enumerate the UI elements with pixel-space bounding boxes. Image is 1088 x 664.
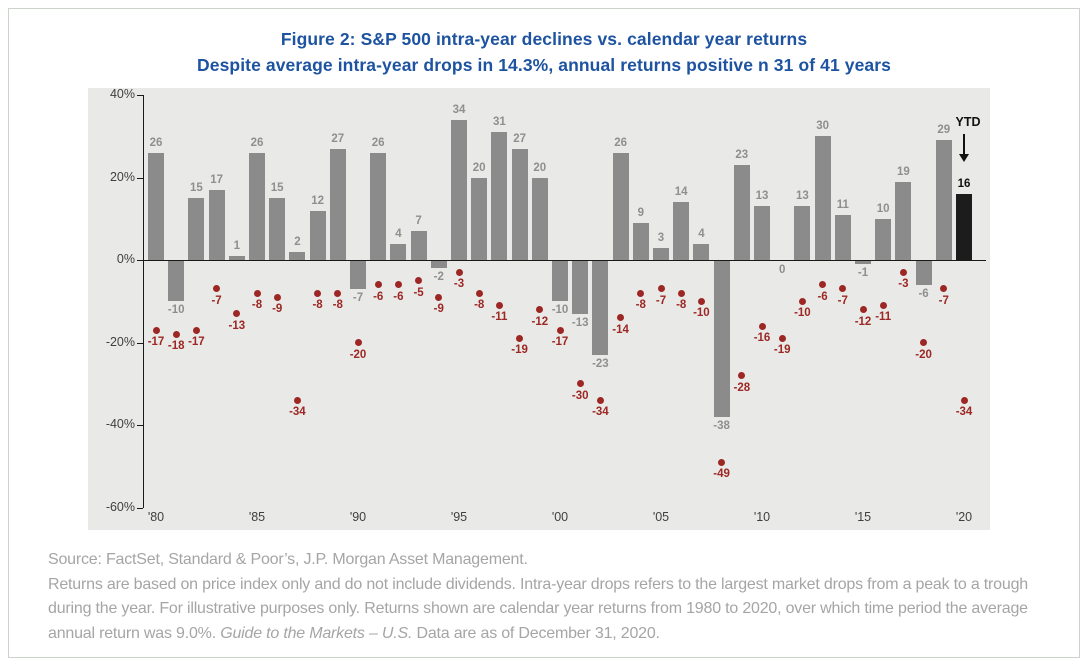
disclosure-text-1: Returns are based on price index only and do not include dividends. Intra-year drops refers to the largest market drops from a peak to a trough during the year. For illustrative purposes only. Returns shown are calendar year returns from 1980 to 2020, over which time period the average annual return was 9.0%. [48,575,1028,642]
disclosure-text-2: Data are as of December 31, 2020. [412,624,660,642]
return-value-label: 7 [415,215,422,228]
return-value-label: -23 [592,357,609,370]
decline-value-label: -34 [955,406,973,419]
decline-value-label: -12 [854,315,872,328]
return-value-label: -7 [352,291,364,304]
return-value-label: 0 [778,264,786,276]
return-value-label: 13 [755,190,769,203]
decline-value-label: -11 [491,311,508,324]
y-axis-tick-label: 40% [109,87,135,101]
plot-area [88,88,990,530]
return-value-label: 26 [250,136,264,149]
return-value-label: 10 [876,202,890,215]
intra-year-decline-dot [516,335,523,342]
x-axis-tick-label: '80 [147,510,165,524]
return-value-label: -38 [713,419,730,432]
return-bar-1986 [269,198,285,260]
intra-year-decline-dot [940,285,947,292]
intra-year-decline-dot [759,323,766,330]
return-bar-1991 [370,153,386,260]
decline-value-label: -8 [676,299,687,311]
intra-year-decline-dot [577,380,584,387]
decline-value-label: -17 [188,336,205,349]
decline-value-label: -17 [147,336,165,349]
return-bar-1987 [289,252,305,260]
decline-value-label: -28 [733,381,751,394]
return-bar-1994 [431,260,447,268]
y-axis-tick [137,178,143,179]
return-value-label: -10 [551,304,569,317]
return-value-label: 9 [637,206,644,219]
intra-year-decline-dot [617,314,624,321]
decline-value-label: -9 [433,303,444,316]
return-value-label: 34 [452,103,466,116]
intra-year-decline-dot [920,339,927,346]
intra-year-decline-dot [658,285,665,292]
intra-year-decline-dot [496,302,503,309]
decline-value-label: -9 [272,303,283,316]
decline-value-label: -5 [413,286,424,299]
decline-value-label: -6 [393,290,404,303]
return-value-label: 31 [492,116,506,129]
intra-year-decline-dot [294,397,301,404]
intra-year-decline-dot [274,294,281,301]
decline-value-label: -6 [817,290,828,303]
y-axis-tick [137,425,143,426]
intra-year-decline-dot [435,294,442,301]
decline-value-label: -13 [228,319,246,332]
y-axis-tick-label: 0% [116,252,135,266]
y-axis-line [143,95,144,508]
decline-value-label: -8 [332,299,343,311]
return-value-label: 19 [896,165,910,178]
intra-year-decline-dot [355,339,362,346]
return-bar-1996 [471,178,487,261]
return-value-label: 14 [674,186,688,199]
decline-value-label: -16 [753,332,771,344]
x-axis-tick-label: '20 [955,510,973,524]
chart-title [0,26,1088,78]
intra-year-decline-dot [880,302,887,309]
return-value-label: 20 [472,161,486,174]
return-value-label: -10 [167,304,185,317]
return-value-label: 15 [189,182,203,195]
return-bar-1997 [491,132,507,260]
return-bar-1982 [188,198,204,260]
return-bar-2012 [794,206,810,260]
return-value-label: -6 [918,287,929,300]
return-bar-1999 [532,178,548,261]
intra-year-decline-dot [314,290,321,297]
intra-year-decline-dot [738,372,745,379]
intra-year-decline-dot [375,281,382,288]
decline-value-label: -20 [915,348,932,361]
return-value-label: 27 [331,132,345,145]
intra-year-decline-dot [678,290,685,297]
intra-year-decline-dot [233,310,240,317]
intra-year-decline-dot [698,298,705,305]
y-axis-tick-label: -40% [105,417,135,431]
footnote [48,548,1048,646]
return-value-label: 13 [795,190,809,203]
return-bar-2002 [592,260,608,355]
chart-title-line2: Despite average intra-year drops in 14.3%, annual returns positive n 31 of 41 years [197,55,891,75]
intra-year-decline-dot [839,285,846,292]
intra-year-decline-dot [193,327,200,334]
return-value-label: 30 [816,120,829,133]
decline-value-label: -17 [551,336,569,349]
decline-value-label: -19 [511,344,528,357]
decline-value-label: -34 [289,406,306,419]
y-axis-tick-label: 20% [109,169,135,184]
return-bar-1981 [168,260,184,301]
y-axis-tick-label: -60% [105,499,135,514]
return-bar-2007 [693,244,709,261]
decline-value-label: -14 [612,323,629,336]
return-bar-2019 [936,140,952,260]
return-value-label: 4 [395,227,402,240]
decline-value-label: -8 [251,299,263,311]
return-value-label: 4 [698,227,705,240]
return-bar-2009 [734,165,750,260]
zero-baseline [143,260,986,261]
return-value-label: 3 [657,231,665,244]
return-bar-1980 [148,153,164,260]
decline-value-label: -7 [837,294,848,307]
decline-value-label: -11 [875,311,892,324]
return-bar-2016 [875,219,891,260]
return-value-label: -2 [433,271,444,284]
decline-value-label: -7 [938,294,949,307]
return-value-label: 26 [371,136,385,149]
return-bar-2010 [754,206,770,260]
x-axis-tick-label: '85 [248,510,266,524]
intra-year-decline-dot [476,290,483,297]
return-value-label: -13 [571,316,589,329]
decline-value-label: -34 [592,406,609,419]
intra-year-decline-dot [254,290,261,297]
decline-value-label: -10 [794,307,811,320]
intra-year-decline-dot [597,397,604,404]
decline-value-label: -12 [531,315,549,328]
return-bar-2020 [956,194,972,260]
return-value-label: 1 [233,239,240,252]
return-value-label: -1 [857,267,869,280]
return-value-label: 2 [294,235,301,248]
decline-value-label: -8 [635,299,646,311]
return-value-label: 26 [614,136,627,149]
return-bar-2014 [835,215,851,260]
return-value-label: 20 [533,161,547,174]
x-axis-tick-label: '05 [652,510,670,524]
decline-value-label: -18 [167,340,185,353]
return-value-label: 26 [149,136,163,149]
decline-value-label: -3 [453,278,465,291]
disclosure-paragraph [48,573,1048,647]
chart-title-line1: Figure 2: S&P 500 intra-year declines vs. calendar year returns [280,29,808,49]
return-value-label: 17 [210,173,223,186]
return-bar-1992 [390,244,406,261]
decline-value-label: -8 [312,299,323,311]
decline-value-label: -7 [655,294,667,307]
return-value-label: 23 [735,149,749,162]
return-bar-2005 [653,248,669,260]
source-line: Source: FactSet, Standard & Poor’s, J.P. Morgan Asset Management. [48,551,528,568]
return-bar-2017 [895,182,911,260]
decline-value-label: -49 [713,468,730,481]
return-bar-2000 [552,260,568,301]
ytd-arrow-head-icon [959,154,969,162]
return-value-label: 29 [937,124,951,137]
ytd-label: YTD [955,115,981,129]
decline-value-label: -8 [474,299,485,311]
x-axis-tick-label: '00 [551,510,569,524]
decline-value-label: -7 [211,294,222,307]
decline-value-label: -20 [349,348,367,361]
y-axis-tick [137,508,143,509]
intra-year-decline-dot [961,397,968,404]
return-value-label: 15 [270,182,284,195]
decline-value-label: -6 [373,290,384,303]
intra-year-decline-dot [718,459,725,466]
x-axis-tick-label: '90 [349,510,367,524]
return-bar-1995 [451,120,467,260]
y-axis-tick [137,95,143,96]
return-value-label: 27 [513,132,526,145]
intra-year-decline-dot [819,281,826,288]
x-axis-tick-label: '95 [450,510,468,524]
guide-to-markets-title: Guide to the Markets – U.S. [220,624,413,642]
y-axis-tick-label: -20% [105,334,135,349]
intra-year-decline-dot [900,269,907,276]
decline-value-label: -19 [773,344,791,357]
return-bar-1990 [350,260,366,289]
ytd-arrow-icon [963,134,965,154]
x-axis-tick-label: '10 [753,510,771,524]
return-value-label: 11 [836,198,849,211]
intra-year-decline-dot [153,327,160,334]
return-value-label: 16 [957,178,971,190]
x-axis-tick-label: '15 [854,510,872,524]
return-value-label: 12 [311,194,324,207]
intra-year-decline-dot [213,285,220,292]
intra-year-decline-dot [456,269,463,276]
intra-year-decline-dot [779,335,786,342]
decline-value-label: -10 [693,307,710,320]
decline-value-label: -30 [571,389,589,402]
decline-value-label: -3 [898,278,909,291]
